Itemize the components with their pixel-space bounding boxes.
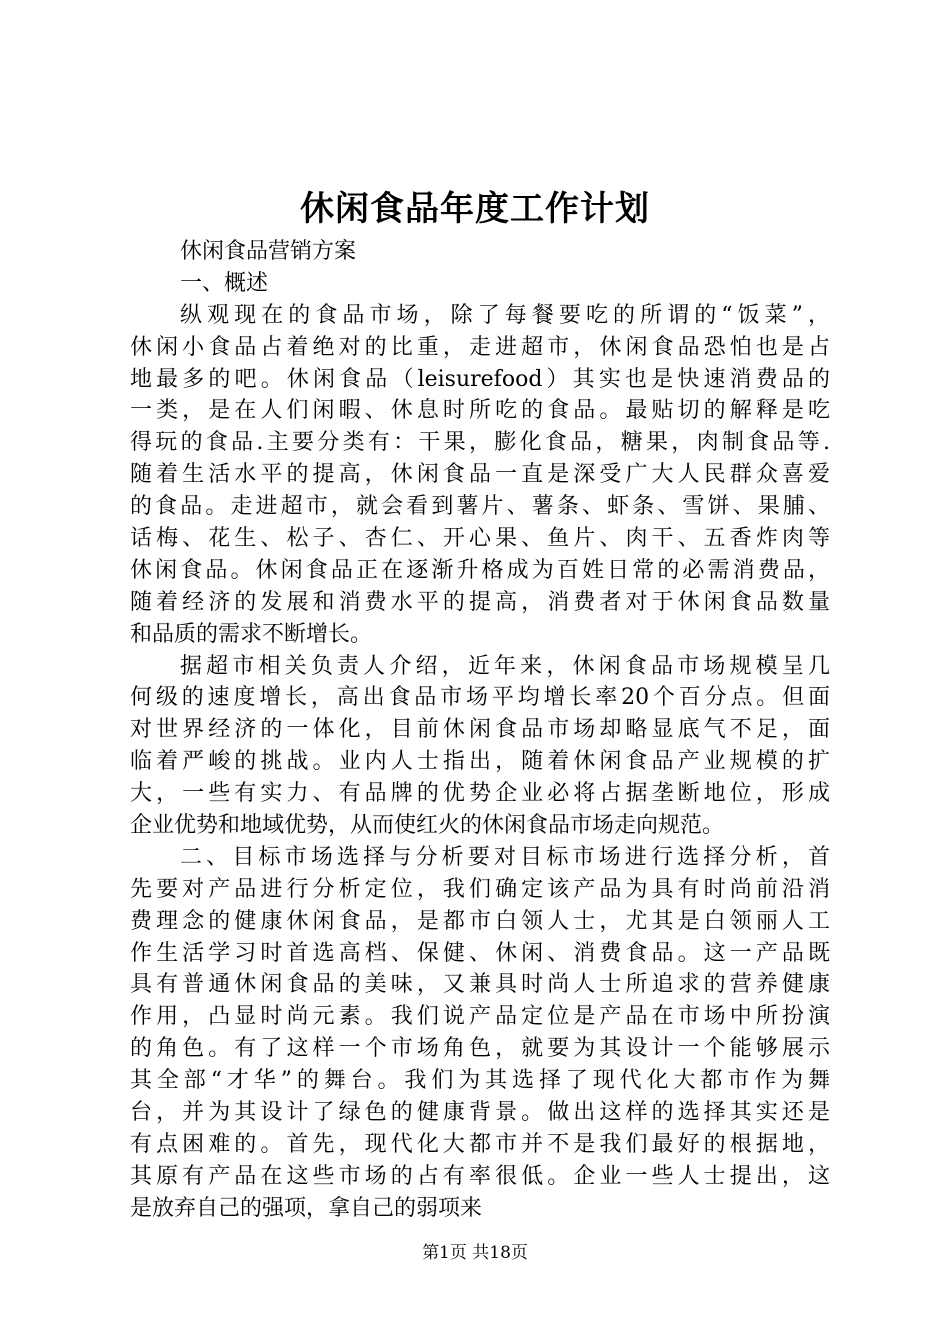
body-text-line: 对世界经济的一体化，目前休闲食品市场却略显底气不足，面: [130, 717, 830, 743]
body-text-line: 休闲小食品占着绝对的比重，走进超市，休闲食品恐怕也是占: [130, 334, 830, 360]
document-title: 休闲食品年度工作计划: [300, 189, 650, 229]
body-text-line: 其全部“才华”的舞台。我们为其选择了现代化大都市作为舞: [130, 1068, 830, 1094]
body-text-line: 休闲食品营销方案: [180, 239, 357, 264]
body-text-line: 随着经济的发展和消费水平的提高，消费者对于休闲食品数量: [130, 589, 830, 615]
body-text-line: 一类，是在人们闲暇、休息时所吃的食品。最贴切的解释是吃: [130, 398, 830, 424]
body-text-line: 大，一些有实力、有品牌的优势企业必将占据垄断地位，形成: [130, 781, 830, 807]
body-text-line: 临着严峻的挑战。业内人士指出，随着休闲食品产业规模的扩: [130, 749, 830, 775]
body-text-line: 何级的速度增长，高出食品市场平均增长率20个百分点。但面: [130, 685, 830, 711]
body-text-line: 具有普通休闲食品的美味，又兼具时尚人士所追求的营养健康: [130, 972, 830, 998]
body-text-line: 其原有产品在这些市场的占有率很低。企业一些人士提出，这: [130, 1163, 830, 1189]
body-text-line: 的食品。走进超市，就会看到薯片、薯条、虾条、雪饼、果脯、: [130, 494, 830, 520]
body-text-line: 得玩的食品.主要分类有：干果，膨化食品，糖果，肉制食品等.: [130, 430, 830, 456]
body-text-line: 费理念的健康休闲食品，是都市白领人士，尤其是白领丽人工: [130, 908, 830, 934]
body-text-line: 和品质的需求不断增长。: [130, 621, 373, 647]
body-text-line: 作用，凸显时尚元素。我们说产品定位是产品在市场中所扮演: [130, 1004, 830, 1030]
body-text-line: 是放弃自己的强项，拿自己的弱项来: [130, 1195, 483, 1221]
body-text-line: 有点困难的。首先，现代化大都市并不是我们最好的根据地，: [130, 1131, 830, 1157]
document-body: [130, 236, 830, 1225]
body-text-line: 一、概述: [180, 270, 269, 296]
body-text-line: 企业优势和地域优势，从而使红火的休闲食品市场走向规范。: [130, 813, 725, 839]
body-text-line: 二、目标市场选择与分析要对目标市场进行选择分析，首: [180, 844, 830, 870]
body-text-line: 先要对产品进行分析定位，我们确定该产品为具有时尚前沿消: [130, 876, 830, 902]
body-text-line: 随着生活水平的提高，休闲食品一直是深受广大人民群众喜爱: [130, 462, 830, 488]
body-text-line: 作生活学习时首选高档、保健、休闲、消费食品。这一产品既: [130, 940, 830, 966]
body-text-line: 台，并为其设计了绿色的健康背景。做出这样的选择其实还是: [130, 1100, 830, 1126]
page-number-footer: 第1页 共18页: [422, 1243, 528, 1263]
body-text-line: 话梅、花生、松子、杏仁、开心果、鱼片、肉干、五香炸肉等: [130, 526, 830, 552]
body-text-line: 的角色。有了这样一个市场角色，就要为其设计一个能够展示: [130, 1036, 830, 1062]
body-text-line: 地最多的吧。休闲食品（leisurefood）其实也是快速消费品的: [130, 366, 830, 392]
body-text-line: 纵观现在的食品市场，除了每餐要吃的所谓的“饭菜”，: [180, 302, 830, 328]
body-text-line: 休闲食品。休闲食品正在逐渐升格成为百姓日常的必需消费品，: [130, 557, 830, 583]
body-text-line: 据超市相关负责人介绍，近年来，休闲食品市场规模呈几: [180, 653, 830, 679]
